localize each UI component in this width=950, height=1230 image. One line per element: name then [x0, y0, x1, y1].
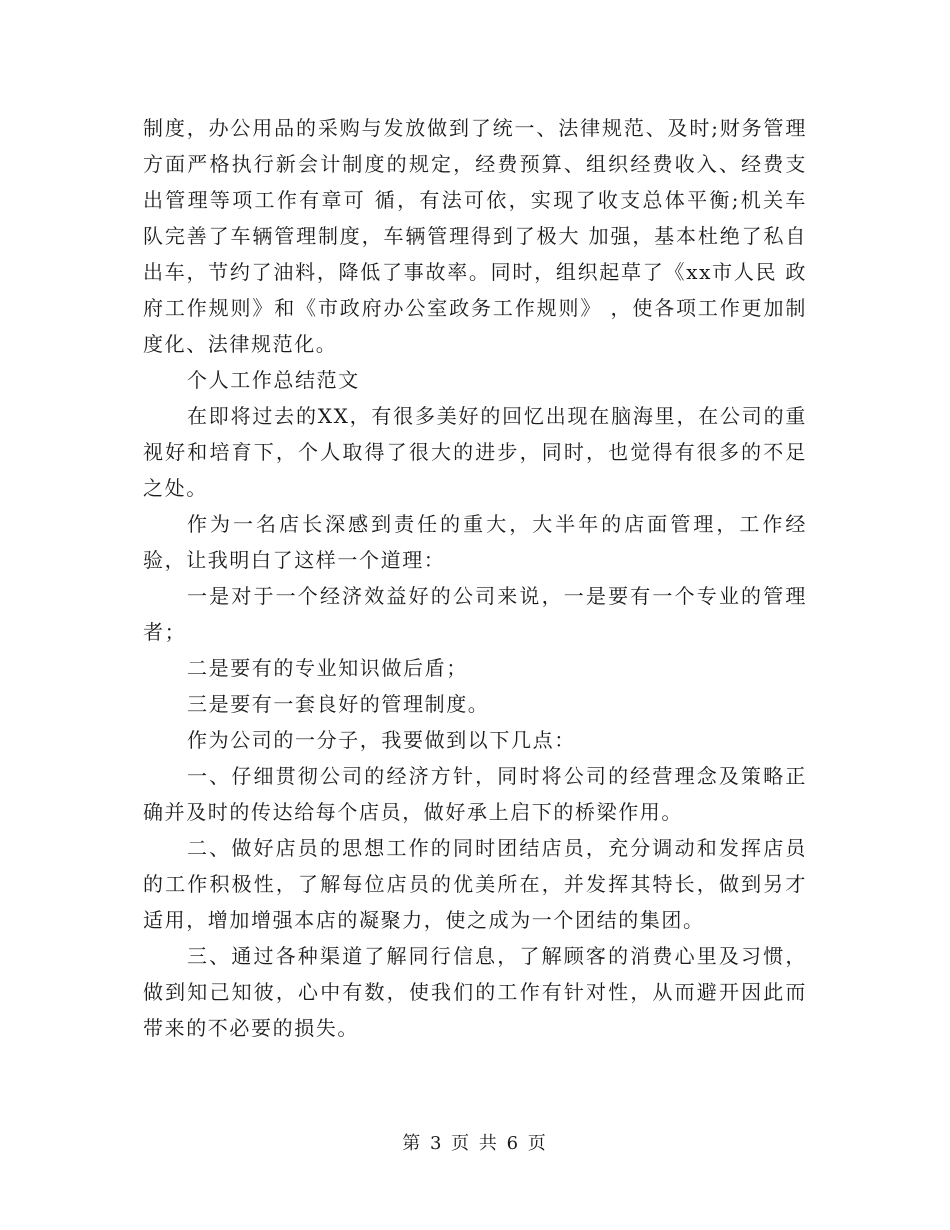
page-number-footer: 第 3 页 共 6 页	[402, 1133, 548, 1154]
document-body	[143, 110, 807, 1046]
paragraph: 作为公司的一分子，我要做到以下几点：	[187, 728, 576, 752]
paragraph: 在即将过去的XX，有很多美好的回忆出现在脑海里，在公司的重视好和培育下，个人取得了很大的进步，同时，也觉得有很多的不足之处。	[143, 404, 807, 500]
paragraph: 三、通过各种渠道了解同行信息，了解顾客的消费心里及习惯，做到知己知彼，心中有数，使我们的工作有针对性，从而避开因此而带来的不必要的损失。	[143, 944, 807, 1040]
paragraph: 作为一名店长深感到责任的重大，大半年的店面管理，工作经验，让我明白了这样一个道理：	[143, 512, 807, 572]
paragraph: 一是对于一个经济效益好的公司来说，一是要有一个专业的管理者；	[143, 584, 807, 644]
paragraph-continued: 制度，办公用品的采购与发放做到了统一、法律规范、及时;财务管理方面严格执行新会计制度的规定，经费预算、组织经费收入、经费支出管理等项工作有章可 循，有法可依，实现了收支总体平衡;机关车队完善了车辆管理制度，车辆管理得到了极大 加强，基本杜绝了私自出车，节约了油料，降低了事故率。同时，组织起草了《xx市人民 政府工作规则》和《市政府办公室政务工作规则》 ，使各项工作更加制度化、法律规范化。	[143, 116, 807, 356]
paragraph: 三是要有一套良好的管理制度。	[187, 692, 490, 716]
paragraph: 二是要有的专业知识做后盾；	[187, 656, 468, 680]
paragraph: 一、仔细贯彻公司的经济方针，同时将公司的经营理念及策略正确并及时的传达给每个店员，做好承上启下的桥梁作用。	[143, 764, 807, 824]
paragraph: 二、做好店员的思想工作的同时团结店员，充分调动和发挥店员的工作积极性，了解每位店员的优美所在，并发挥其特长，做到另才适用，增加增强本店的凝聚力，使之成为一个团结的集团。	[143, 836, 807, 932]
section-heading: 个人工作总结范文	[187, 368, 360, 392]
